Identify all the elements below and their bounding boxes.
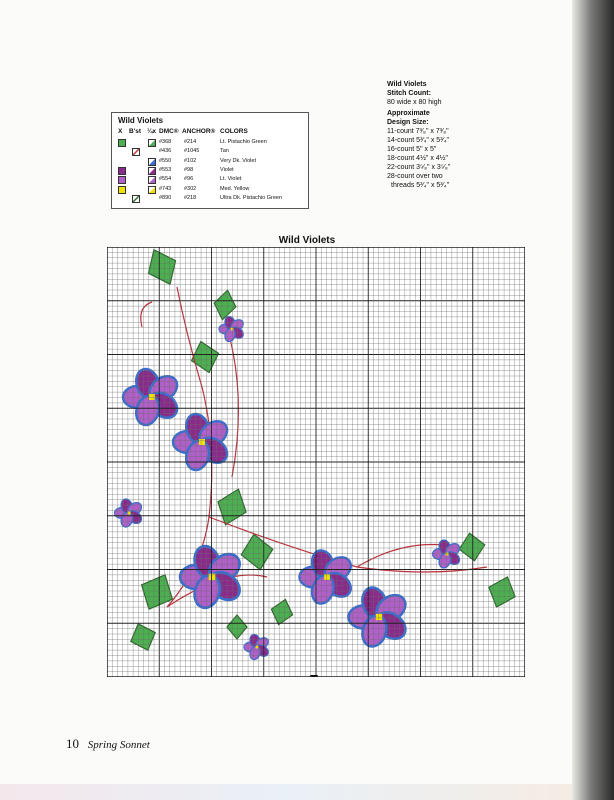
size-22: 22-count 3⁵⁄₈" x 3⁵⁄₈" xyxy=(387,164,451,171)
quarter-stitch-swatch xyxy=(148,139,156,147)
stitch-count-label: Stitch Count: xyxy=(387,90,431,97)
quarter-stitch-swatch xyxy=(148,158,156,166)
backstitch-swatch xyxy=(132,148,140,156)
center-arrow-bottom-icon xyxy=(310,675,318,677)
legend-header-anchor: ANCHOR® xyxy=(182,128,216,135)
chart-title: Wild Violets xyxy=(278,235,336,246)
approx-label: Approximate xyxy=(387,110,430,117)
anchor-number: #302 xyxy=(184,185,197,192)
anchor-number: #98 xyxy=(184,166,194,173)
dmc-number: #368 xyxy=(159,139,172,145)
legend-row xyxy=(112,147,308,156)
dmc-number: #743 xyxy=(159,185,172,192)
color-name: Very Dk. Violet xyxy=(220,157,256,164)
legend-header-colors: COLORS xyxy=(220,128,248,135)
page-number: 10 xyxy=(66,736,79,751)
page-edge xyxy=(0,784,572,800)
legend-header-dmc: DMC® xyxy=(159,128,179,135)
size-28: 28-count over two xyxy=(387,173,443,180)
size-18: 18-count 4½" x 4½" xyxy=(387,155,449,162)
quarter-stitch-swatch xyxy=(148,176,156,184)
stitch-count: 80 wide x 80 high xyxy=(387,99,442,106)
anchor-number: #218 xyxy=(184,194,197,201)
x-swatch xyxy=(118,139,126,147)
anchor-number: #102 xyxy=(184,157,197,164)
legend-row xyxy=(112,166,308,175)
dmc-number: #554 xyxy=(159,176,172,183)
legend-row xyxy=(112,157,308,166)
backstitch-swatch xyxy=(132,195,140,203)
color-name: Ultra Dk. Pistachio Green xyxy=(220,194,283,201)
dmc-number: #436 xyxy=(159,148,172,155)
design-info xyxy=(387,80,450,190)
design-size-label: Design Size: xyxy=(387,119,429,126)
size-11: 11-count 7³⁄₈" x 7³⁄₈" xyxy=(387,128,449,135)
chart-grid xyxy=(107,247,525,677)
legend-row xyxy=(112,138,308,147)
book-title: Spring Sonnet xyxy=(87,739,150,751)
info-title: Wild Violets xyxy=(387,81,427,88)
x-swatch xyxy=(118,167,126,175)
size-28-threads: threads 5³⁄₄" x 5³⁄₄" xyxy=(391,182,450,189)
color-name: Med. Yellow xyxy=(220,185,250,192)
quarter-stitch-swatch xyxy=(148,167,156,175)
dmc-number: #553 xyxy=(159,166,172,173)
dmc-number: #550 xyxy=(159,157,172,164)
legend-header-quarter: ¼x xyxy=(147,128,157,135)
legend-row xyxy=(112,175,308,184)
quarter-stitch-swatch xyxy=(148,186,156,194)
anchor-number: #96 xyxy=(184,176,194,183)
color-name: Violet xyxy=(220,166,234,173)
legend-header-bst: B'st xyxy=(129,128,142,135)
color-name: Tan xyxy=(220,148,229,155)
color-name: Lt. Violet xyxy=(220,176,242,183)
size-14: 14-count 5³⁄₄" x 5³⁄₄" xyxy=(387,137,450,144)
anchor-number: #214 xyxy=(184,139,197,145)
color-key-legend xyxy=(111,112,309,209)
legend-row xyxy=(112,194,308,203)
legend-header-x: X xyxy=(118,128,123,135)
book-binding xyxy=(572,0,614,800)
size-16: 16-count 5" x 5" xyxy=(387,146,437,153)
page-footer xyxy=(66,736,150,752)
legend-title: Wild Violets xyxy=(118,116,164,125)
anchor-number: #1045 xyxy=(184,148,200,155)
color-name: Lt. Pistachio Green xyxy=(220,139,267,145)
cross-stitch-chart xyxy=(107,247,525,677)
dmc-number: #890 xyxy=(159,194,172,201)
legend-row xyxy=(112,185,308,194)
x-swatch xyxy=(118,176,126,184)
x-swatch xyxy=(118,186,126,194)
